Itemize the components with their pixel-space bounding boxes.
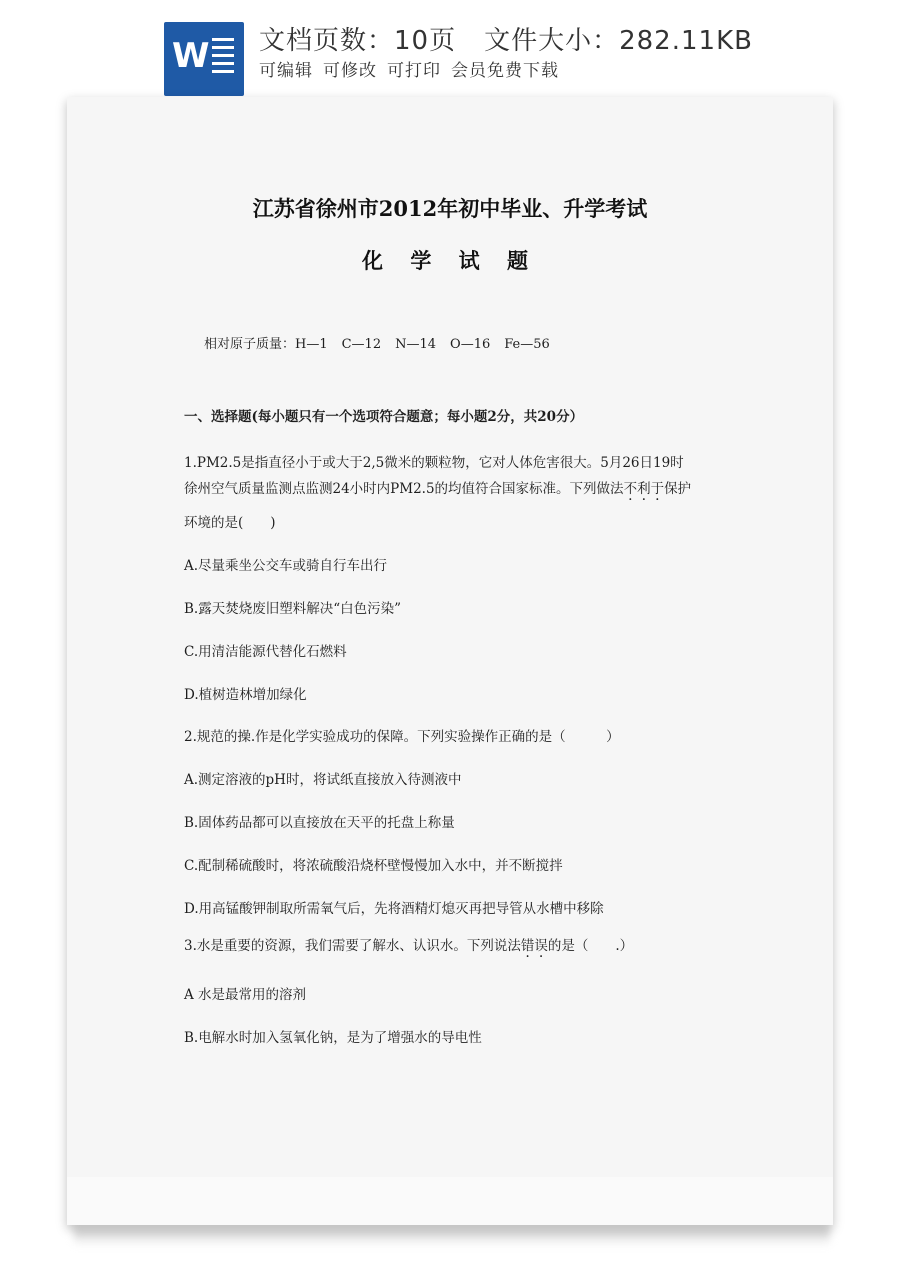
feature-list bbox=[259, 56, 569, 81]
emphasis-char: 利 bbox=[637, 481, 651, 497]
document-lines-icon bbox=[212, 38, 234, 78]
q3-stem bbox=[184, 934, 633, 954]
atomic-mass-n: N—14 bbox=[395, 337, 437, 352]
q1-option-a: A.尽量乘坐公交车或骑自行车出行 bbox=[184, 558, 388, 574]
atomic-mass-o: O—16 bbox=[450, 337, 491, 352]
q1-line-3: 环境的是( ) bbox=[184, 515, 276, 531]
q1-option-d: D.植树造林增加绿化 bbox=[184, 687, 307, 703]
word-document-icon bbox=[164, 22, 244, 96]
q1-option-c: C.用清洁能源代替化石燃料 bbox=[184, 644, 347, 660]
page-footer-area bbox=[67, 1177, 833, 1225]
emphasis-char: 不 bbox=[623, 481, 638, 497]
emphasis-char: 于 bbox=[650, 481, 665, 497]
word-logo-letter: W bbox=[172, 36, 210, 76]
q2-option-a: A.测定溶液的pH时，将试纸直接放入待测液中 bbox=[184, 772, 462, 788]
feature-editable: 可编辑 bbox=[259, 61, 313, 81]
emphasis-char: 错 bbox=[520, 938, 535, 954]
feature-member-download: 会员免费下载 bbox=[451, 61, 559, 81]
q1-line-2-end: 保护 bbox=[664, 481, 692, 497]
q1-line-2 bbox=[184, 477, 691, 497]
emphasis-char: 误 bbox=[534, 938, 548, 954]
atomic-mass-c: C—12 bbox=[341, 337, 382, 352]
download-banner bbox=[0, 0, 900, 100]
atomic-masses bbox=[204, 333, 564, 352]
atomic-mass-h: 相对原子质量：H—1 bbox=[204, 337, 328, 352]
q1-line-2-text: 徐州空气质量监测点监测24小时内PM2.5的均值符合国家标准。下列做法 bbox=[184, 481, 624, 497]
q3-option-b: B.电解水时加入氢氧化钠，是为了增强水的导电性 bbox=[184, 1030, 482, 1046]
document-page bbox=[67, 97, 833, 1225]
exam-title: 江苏省徐州市2012年初中毕业、升学考试 bbox=[252, 196, 648, 221]
atomic-mass-fe: Fe—56 bbox=[504, 337, 550, 352]
exam-subtitle: 化 学 试 题 bbox=[362, 248, 538, 273]
page-count-label: 文档页数：10页 bbox=[259, 26, 457, 56]
file-info bbox=[259, 20, 753, 57]
page-shadow bbox=[74, 1228, 830, 1246]
section-heading: 一、选择题(每小题只有一个选项符合题意；每小题2分，共20分） bbox=[184, 409, 584, 425]
q2-option-d: D.用高锰酸钾制取所需氧气后，先将酒精灯熄灭再把导管从水槽中移除 bbox=[184, 901, 604, 917]
q2-stem: 2.规范的操.作是化学实验成功的保障。下列实验操作正确的是（ ） bbox=[184, 729, 620, 745]
q2-option-b: B.固体药品都可以直接放在天平的托盘上称量 bbox=[184, 815, 455, 831]
q3-stem-end: 的是（ .） bbox=[547, 938, 634, 954]
q1-option-b: B.露天焚烧废旧塑料解决“白色污染” bbox=[184, 601, 402, 617]
q3-option-a: A 水是最常用的溶剂 bbox=[184, 987, 307, 1003]
feature-printable: 可打印 bbox=[387, 61, 441, 81]
q2-option-c: C.配制稀硫酸时，将浓硫酸沿烧杯壁慢慢加入水中，并不断搅拌 bbox=[184, 858, 563, 874]
file-size-label: 文件大小：282.11KB bbox=[484, 26, 753, 56]
feature-modifiable: 可修改 bbox=[323, 61, 377, 81]
q3-stem-text: 3.水是重要的资源，我们需要了解水、认识水。下列说法 bbox=[184, 938, 521, 954]
q1-line-1: 1.PM2.5是指直径小于或大于2,5微米的颗粒物，它对人体危害很大。5月26日19时 bbox=[184, 455, 684, 471]
